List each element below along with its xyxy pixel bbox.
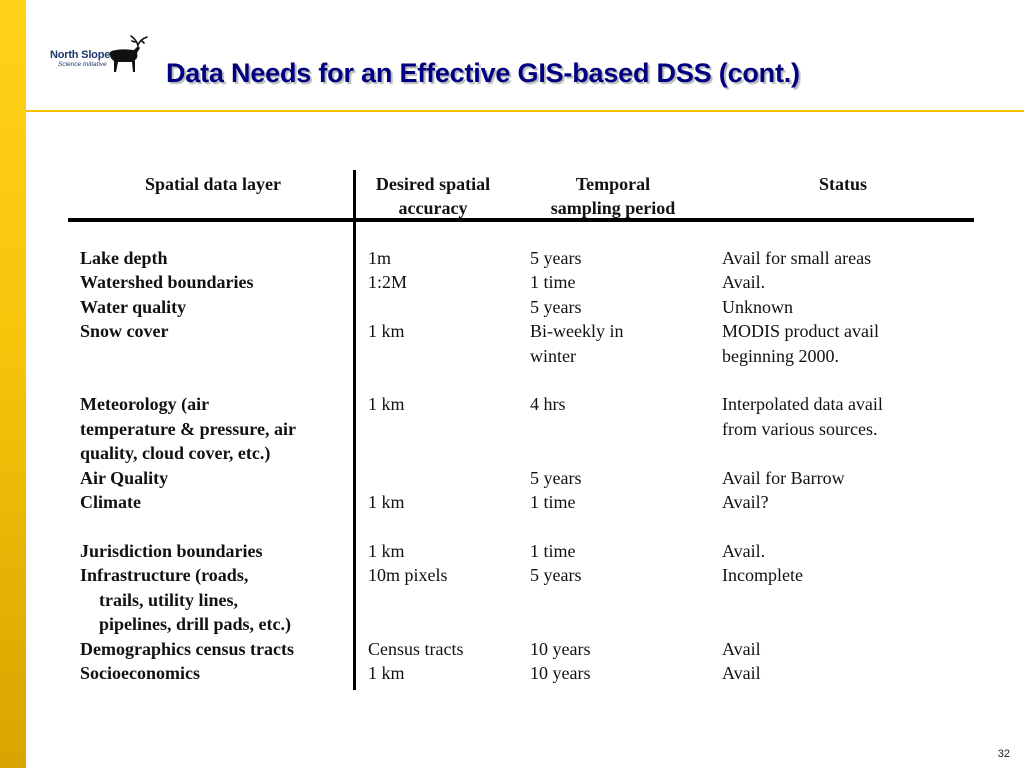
status-cell: Unknown	[722, 296, 793, 317]
status-cell: Avail.	[722, 540, 766, 561]
spacer	[722, 441, 883, 465]
header-spatial-data-layer	[128, 172, 298, 196]
header-line: Spatial data layer	[144, 174, 281, 194]
header-line: sampling period	[550, 198, 676, 218]
header-temporal-sampling-period	[528, 172, 698, 220]
status-cell: Avail for Barrow	[722, 467, 845, 488]
spacer	[722, 514, 883, 538]
layer-cell: quality, cloud cover, etc.)	[80, 443, 271, 464]
layer-cell: Socioeconomics	[80, 662, 200, 683]
layer-cell: trails, utility lines,	[99, 589, 238, 610]
header-line: Temporal	[575, 174, 651, 194]
temporal-cell: 5 years	[530, 467, 582, 488]
accuracy-cell: 10m pixels	[368, 565, 448, 586]
spacer	[368, 514, 463, 538]
temporal-cell: 1 time	[530, 492, 576, 513]
spacer	[80, 514, 296, 538]
layer-cell: Climate	[80, 492, 141, 513]
layer-cell: Water quality	[80, 296, 187, 317]
temporal-cell: 1 time	[530, 540, 576, 561]
spacer	[530, 368, 623, 392]
column-divider	[353, 170, 356, 690]
status-cell: beginning 2000.	[722, 345, 839, 366]
data-needs-table	[68, 168, 974, 690]
layer-column	[80, 246, 296, 685]
spacer	[530, 514, 623, 538]
header-line: Desired spatial	[375, 174, 491, 194]
layer-cell: Demographics census tracts	[80, 638, 294, 659]
accuracy-cell: 1 km	[368, 321, 405, 342]
spacer	[80, 368, 296, 392]
logo-title: North Slope	[50, 49, 111, 61]
status-cell: Avail	[722, 638, 761, 659]
layer-cell: Air Quality	[80, 467, 169, 488]
temporal-cell: Bi-weekly in	[530, 321, 624, 342]
status-column	[722, 246, 883, 685]
header-line: accuracy	[398, 198, 468, 218]
accuracy-cell: 1 km	[368, 394, 405, 415]
status-cell: Interpolated data avail	[722, 394, 883, 415]
header-desired-spatial-accuracy	[358, 172, 508, 220]
status-cell: Avail	[722, 662, 761, 683]
header-underline	[68, 218, 974, 222]
spacer	[80, 344, 296, 368]
temporal-cell: 5 years	[530, 248, 582, 268]
layer-cell: pipelines, drill pads, etc.)	[99, 614, 292, 635]
spacer	[530, 588, 623, 612]
spacer	[368, 417, 463, 441]
accuracy-cell: 1m	[368, 248, 392, 268]
side-accent-bar	[0, 0, 26, 768]
temporal-cell: 5 years	[530, 296, 582, 317]
accuracy-cell: 1:2M	[368, 272, 408, 293]
status-cell: Avail.	[722, 272, 766, 293]
layer-cell: Snow cover	[80, 321, 169, 342]
north-slope-logo	[42, 36, 152, 76]
spacer	[722, 368, 883, 392]
spacer	[722, 588, 883, 612]
status-cell: Avail for small areas	[722, 248, 872, 268]
spacer	[530, 441, 623, 465]
temporal-cell: 4 hrs	[530, 394, 566, 415]
accuracy-cell: 1 km	[368, 492, 405, 513]
status-cell: from various sources.	[722, 418, 878, 439]
temporal-column	[530, 246, 623, 685]
accuracy-cell: Census tracts	[368, 638, 464, 659]
spacer	[368, 466, 463, 490]
layer-cell: Infrastructure (roads,	[80, 565, 249, 586]
spacer	[368, 295, 463, 319]
slide-title: Data Needs for an Effective GIS-based DSS (cont.)	[166, 58, 800, 88]
layer-cell: temperature & pressure, air	[80, 418, 296, 439]
caribou-icon	[104, 34, 150, 74]
layer-cell: Jurisdiction boundaries	[80, 540, 263, 561]
temporal-cell: 1 time	[530, 272, 576, 293]
spacer	[530, 417, 623, 441]
status-cell: Incomplete	[722, 565, 803, 586]
spacer	[530, 612, 623, 636]
temporal-cell: winter	[530, 345, 576, 366]
header-line: Status	[818, 174, 867, 194]
spacer	[368, 588, 463, 612]
spacer	[368, 441, 463, 465]
header-status	[778, 172, 908, 196]
spacer	[722, 612, 883, 636]
status-cell: Avail?	[722, 492, 769, 513]
logo-subtitle: Science Initiative	[58, 61, 107, 68]
layer-cell: Lake depth	[80, 248, 168, 268]
spacer	[368, 612, 463, 636]
temporal-cell: 10 years	[530, 662, 591, 683]
spacer	[368, 368, 463, 392]
layer-cell: Meteorology (air	[80, 394, 210, 415]
temporal-cell: 5 years	[530, 565, 582, 586]
accuracy-cell: 1 km	[368, 662, 405, 683]
header-divider	[26, 110, 1024, 112]
spacer	[368, 344, 463, 368]
accuracy-cell: 1 km	[368, 540, 405, 561]
temporal-cell: 10 years	[530, 638, 591, 659]
layer-cell: Watershed boundaries	[80, 272, 254, 293]
page-number: 32	[997, 748, 1010, 760]
accuracy-column	[368, 246, 463, 685]
status-cell: MODIS product avail	[722, 321, 879, 342]
